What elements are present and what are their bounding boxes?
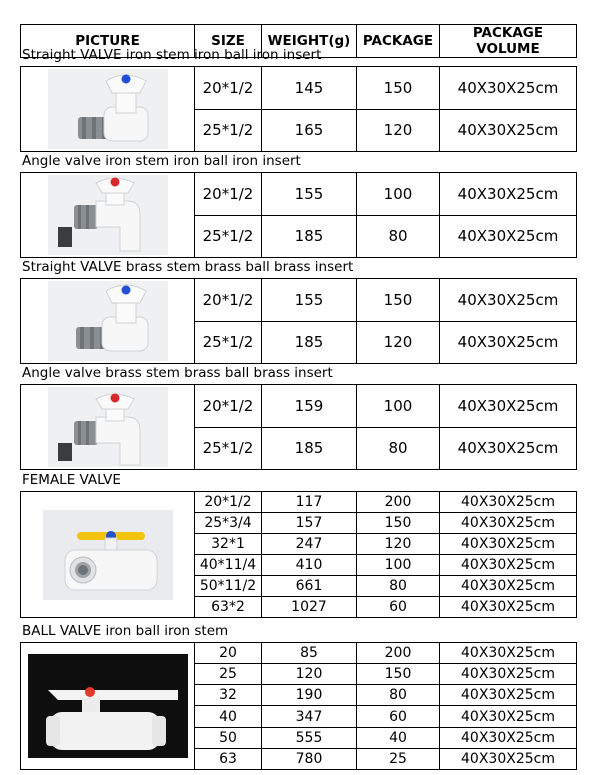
size-cell: 25*1/2: [195, 109, 262, 152]
package-cell: 150: [357, 67, 440, 110]
table-row: [21, 643, 577, 664]
header-package: PACKAGE: [357, 25, 440, 58]
table-row: [21, 279, 577, 322]
size-cell: 63: [195, 748, 262, 769]
package-cell: 80: [357, 215, 440, 258]
volume-cell: 40X30X25cm: [440, 748, 577, 769]
weight-cell: 780: [262, 748, 357, 769]
size-cell: 50: [195, 727, 262, 748]
package-cell: 80: [357, 575, 440, 596]
header-package-volume: PACKAGE VOLUME: [440, 25, 577, 58]
ball-valve-image: [28, 654, 188, 758]
product-table: [20, 66, 577, 152]
volume-cell: 40X30X25cm: [440, 575, 577, 596]
table-row: [21, 67, 577, 110]
volume-cell: 40X30X25cm: [440, 554, 577, 575]
size-cell: 20*1/2: [195, 279, 262, 322]
weight-cell: 661: [262, 575, 357, 596]
weight-cell: 1027: [262, 596, 357, 617]
size-cell: 25*1/2: [195, 427, 262, 470]
product-image-cell: [21, 643, 195, 770]
product-table: [20, 172, 577, 258]
volume-cell: 40X30X25cm: [440, 643, 577, 664]
product-image-cell: [21, 385, 195, 470]
angle-valve-image: [48, 175, 168, 255]
section-title: Straight VALVE brass stem brass ball brass insert: [22, 259, 354, 275]
size-cell: 32: [195, 685, 262, 706]
volume-cell: 40X30X25cm: [440, 427, 577, 470]
product-table: [20, 491, 577, 618]
package-cell: 80: [357, 427, 440, 470]
volume-cell: 40X30X25cm: [440, 706, 577, 727]
volume-cell: 40X30X25cm: [440, 67, 577, 110]
handle-cap: [110, 178, 119, 187]
weight-cell: 155: [262, 173, 357, 216]
weight-cell: 145: [262, 67, 357, 110]
package-cell: 200: [357, 492, 440, 513]
package-cell: 40: [357, 727, 440, 748]
volume-cell: 40X30X25cm: [440, 664, 577, 685]
volume-cell: 40X30X25cm: [440, 385, 577, 428]
volume-cell: 40X30X25cm: [440, 492, 577, 513]
size-cell: 63*2: [195, 596, 262, 617]
weight-cell: 185: [262, 427, 357, 470]
female-ball-valve-image: [43, 510, 173, 600]
weight-cell: 117: [262, 492, 357, 513]
size-cell: 25*1/2: [195, 321, 262, 364]
handle-cap: [110, 394, 119, 403]
product-table: [20, 642, 577, 770]
section-title: Angle valve iron stem iron ball iron insert: [22, 153, 301, 169]
header-weight: WEIGHT(g): [262, 25, 357, 58]
weight-cell: 155: [262, 279, 357, 322]
volume-cell: 40X30X25cm: [440, 215, 577, 258]
volume-cell: 40X30X25cm: [440, 685, 577, 706]
package-cell: 100: [357, 385, 440, 428]
size-cell: 20*1/2: [195, 385, 262, 428]
handle-cap: [121, 286, 130, 295]
weight-cell: 159: [262, 385, 357, 428]
package-cell: 60: [357, 706, 440, 727]
package-cell: 100: [357, 173, 440, 216]
weight-cell: 165: [262, 109, 357, 152]
package-cell: 100: [357, 554, 440, 575]
package-cell: 60: [357, 596, 440, 617]
volume-cell: 40X30X25cm: [440, 596, 577, 617]
weight-cell: 85: [262, 643, 357, 664]
section-title: Angle valve brass stem brass ball brass insert: [22, 365, 333, 381]
package-cell: 120: [357, 321, 440, 364]
volume-cell: 40X30X25cm: [440, 727, 577, 748]
product-image-cell: [21, 67, 195, 152]
package-cell: 200: [357, 643, 440, 664]
package-cell: 150: [357, 512, 440, 533]
weight-cell: 190: [262, 685, 357, 706]
header-picture: PICTURE: [21, 25, 195, 58]
size-cell: 20: [195, 643, 262, 664]
size-cell: 40*11/4: [195, 554, 262, 575]
handle-lever: [48, 690, 178, 700]
size-cell: 20*1/2: [195, 492, 262, 513]
volume-cell: 40X30X25cm: [440, 533, 577, 554]
product-image-cell: [21, 279, 195, 364]
size-cell: 50*11/2: [195, 575, 262, 596]
size-cell: 25*3/4: [195, 512, 262, 533]
volume-cell: 40X30X25cm: [440, 109, 577, 152]
weight-cell: 157: [262, 512, 357, 533]
size-cell: 25: [195, 664, 262, 685]
weight-cell: 185: [262, 321, 357, 364]
header-size: SIZE: [195, 25, 262, 58]
handle-cap: [121, 75, 130, 84]
section-title: Straight VALVE iron stem iron ball iron insert: [22, 47, 322, 63]
volume-cell: 40X30X25cm: [440, 321, 577, 364]
weight-cell: 120: [262, 664, 357, 685]
weight-cell: 185: [262, 215, 357, 258]
weight-cell: 410: [262, 554, 357, 575]
product-image-cell: [21, 492, 195, 618]
section-title: BALL VALVE iron ball iron stem: [22, 623, 229, 639]
package-cell: 25: [357, 748, 440, 769]
weight-cell: 247: [262, 533, 357, 554]
product-image-cell: [21, 173, 195, 258]
volume-cell: 40X30X25cm: [440, 512, 577, 533]
product-table: [20, 278, 577, 364]
size-cell: 40: [195, 706, 262, 727]
package-cell: 120: [357, 109, 440, 152]
package-cell: 150: [357, 279, 440, 322]
table-row: [21, 385, 577, 428]
product-table: [20, 384, 577, 470]
table-row: [21, 173, 577, 216]
section-title: FEMALE VALVE: [22, 472, 121, 488]
table-row: [21, 492, 577, 513]
package-cell: 120: [357, 533, 440, 554]
straight-valve-image: [48, 281, 168, 361]
size-cell: 20*1/2: [195, 67, 262, 110]
weight-cell: 347: [262, 706, 357, 727]
size-cell: 32*1: [195, 533, 262, 554]
size-cell: 25*1/2: [195, 215, 262, 258]
straight-valve-image: [48, 69, 168, 149]
angle-valve-image: [48, 387, 168, 467]
volume-cell: 40X30X25cm: [440, 173, 577, 216]
weight-cell: 555: [262, 727, 357, 748]
package-cell: 150: [357, 664, 440, 685]
size-cell: 20*1/2: [195, 173, 262, 216]
volume-cell: 40X30X25cm: [440, 279, 577, 322]
package-cell: 80: [357, 685, 440, 706]
